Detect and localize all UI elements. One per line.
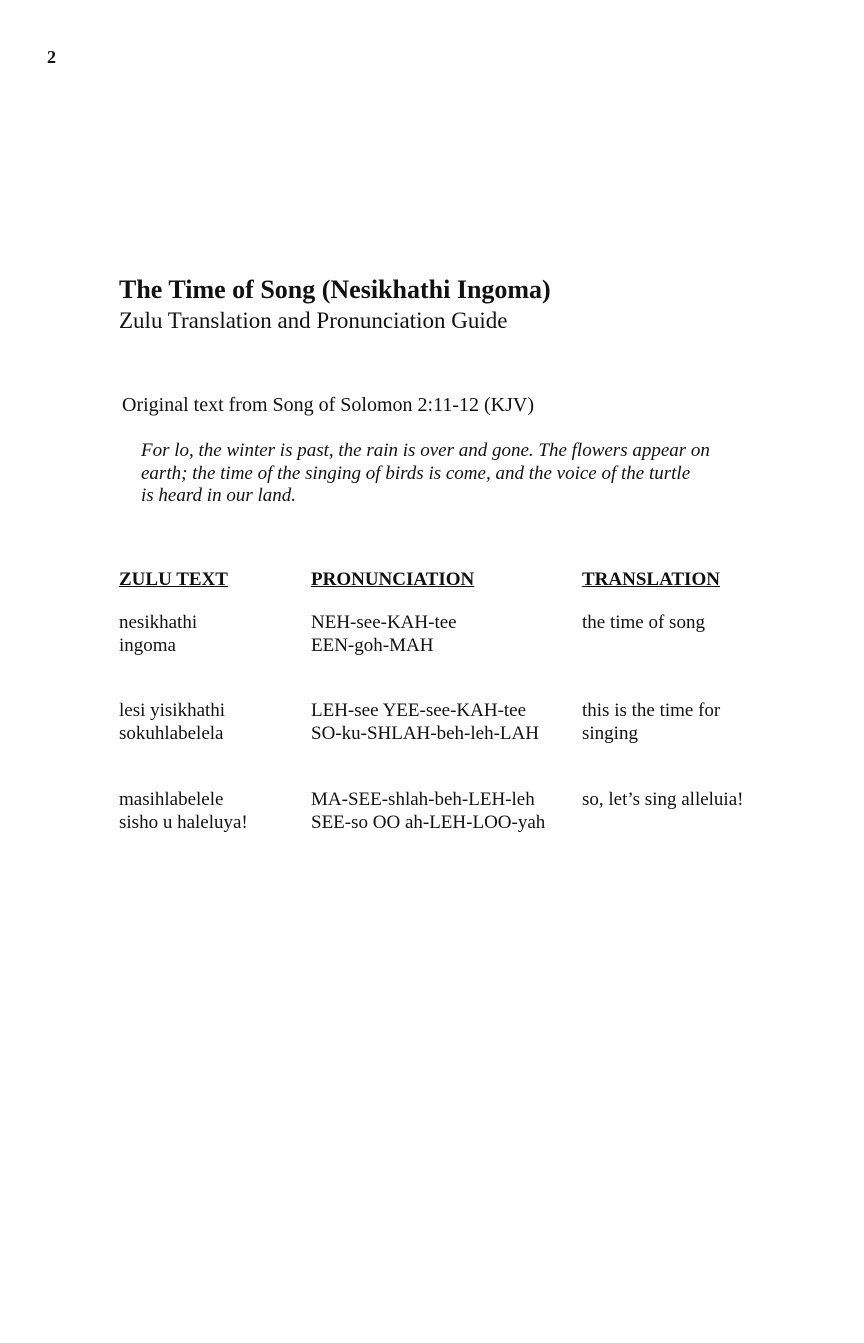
zulu-line: nesikhathi — [119, 612, 198, 633]
page-number: 2 — [47, 47, 56, 67]
row-2-zulu — [119, 700, 225, 745]
row-1-zulu — [119, 612, 197, 657]
pronunciation-line: SO-ku-SHLAH-beh-leh-LAH — [311, 722, 539, 744]
page-subtitle: Zulu Translation and Pronunciation Guide — [119, 308, 508, 333]
zulu-line: lesi yisikhathi — [119, 700, 226, 721]
zulu-line: ingoma — [119, 634, 176, 656]
verse-quote — [141, 440, 741, 508]
row-1-pronunciation — [311, 612, 457, 657]
source-label: Original text from Song of Solomon 2:11-12 (KJV) — [122, 394, 535, 416]
translation-line: this is the time for — [582, 700, 721, 721]
translation-line: the time of song — [582, 612, 705, 633]
row-3-zulu — [119, 789, 248, 834]
pronunciation-line: NEH-see-KAH-tee — [311, 612, 457, 633]
row-2-translation — [582, 700, 720, 745]
pronunciation-line: LEH-see YEE-see-KAH-tee — [311, 700, 527, 721]
row-1-translation — [582, 612, 705, 635]
row-3-translation — [582, 789, 743, 812]
pronunciation-line: EEN-goh-MAH — [311, 634, 434, 656]
zulu-line: sisho u haleluya! — [119, 811, 248, 833]
header-pronunciation: PRONUNCIATION — [311, 569, 475, 590]
header-zulu-text: ZULU TEXT — [119, 569, 228, 590]
pronunciation-line: SEE-so OO ah-LEH-LOO-yah — [311, 811, 546, 833]
zulu-line: masihlabelele — [119, 789, 224, 810]
pronunciation-line: MA-SEE-shlah-beh-LEH-leh — [311, 789, 535, 810]
verse-line: is heard in our land. — [141, 485, 296, 506]
row-3-pronunciation — [311, 789, 545, 834]
zulu-line: sokuhlabelela — [119, 722, 224, 744]
verse-line: earth; the time of the singing of birds is come, and the voice of the turtle — [141, 462, 691, 484]
verse-line: For lo, the winter is past, the rain is over and gone. The flowers appear on — [141, 440, 710, 461]
row-2-pronunciation — [311, 700, 539, 745]
header-translation: TRANSLATION — [582, 569, 720, 590]
translation-line: so, let’s sing alleluia! — [582, 789, 744, 810]
page-title: The Time of Song (Nesikhathi Ingoma) — [119, 275, 551, 304]
translation-line: singing — [582, 722, 638, 744]
